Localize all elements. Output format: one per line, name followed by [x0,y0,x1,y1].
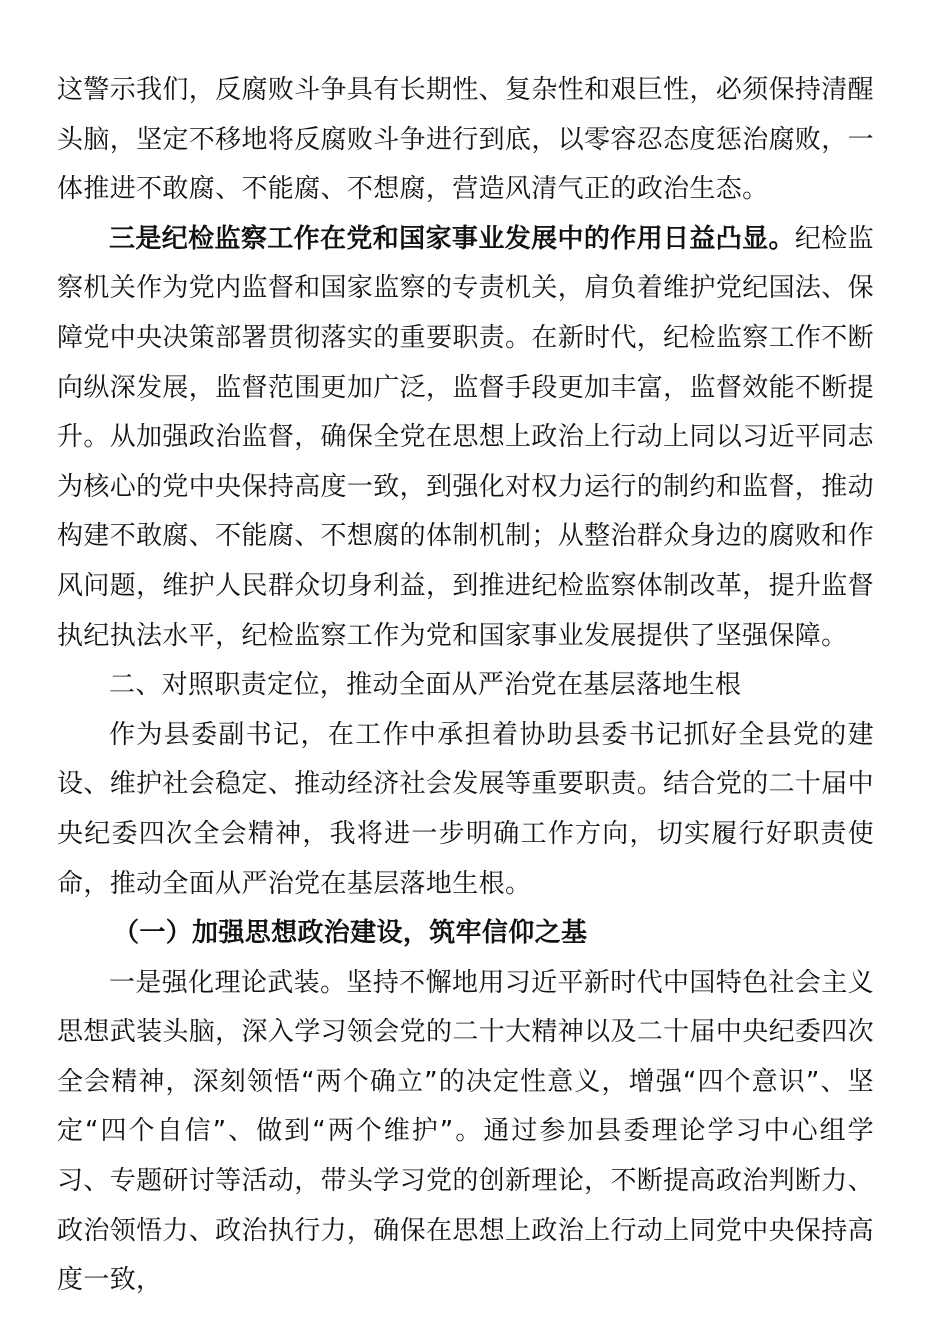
section-heading: 二、对照职责定位，推动全面从严治党在基层落地生根 [109,670,742,701]
paragraph-theory: 一是强化理论武装。坚持不懈地用习近平新时代中国特色社会主义思想武装头脑，深入学习领会党的二十大精神以及二十届中央纪委四次全会精神，深刻领悟“两个确立”的决定性意义，增强“四个意识”、坚定“四个自信”、做到“两个维护”。通过参加县委理论学习中心组学习、专题研讨等活动，带头学习党的创新理论，不断提高政治判断力、政治领悟力、政治执行力，确保在思想上政治上行动上同党中央保持高度一致， [57,967,874,1296]
paragraph-continuation: 这警示我们，反腐败斗争具有长期性、复杂性和艰巨性，必须保持清醒头脑，坚定不移地将反腐败斗争进行到底，以零容忍态度惩治腐败，一体推进不敢腐、不能腐、不想腐，营造风清气正的政治生态。 [57,75,874,205]
subsection-heading: （一）加强思想政治建设，筑牢信仰之基 [113,918,588,949]
paragraph-role-of-discipline [57,215,874,661]
paragraph-body: 纪检监察机关作为党内监督和国家监察的专责机关，肩负着维护党纪国法、保障党中央决策部署贯彻落实的重要职责。在新时代，纪检监察工作不断向纵深发展，监督范围更加广泛，监督手段更加丰富，监督效能不断提升。从加强政治监督，确保全党在思想上政治上行动上同以习近平同志为核心的党中央保持高度一致，到强化对权力运行的制约和监督，推动构建不敢腐、不能腐、不想腐的体制机制；从整治群众身边的腐败和作风问题，维护人民群众切身利益，到推进纪检监察体制改革，提升监督执纪执法水平，纪检监察工作为党和国家事业发展提供了坚强保障。 [57,223,874,651]
paragraph-duties: 作为县委副书记，在工作中承担着协助县委书记抓好全县党的建设、维护社会稳定、推动经济社会发展等重要职责。结合党的二十届中央纪委四次全会精神，我将进一步明确工作方向，切实履行好职责使命，推动全面从严治党在基层落地生根。 [57,719,874,899]
paragraph-lead-sentence: 三是纪检监察工作在党和国家事业发展中的作用日益凸显。 [109,223,795,254]
